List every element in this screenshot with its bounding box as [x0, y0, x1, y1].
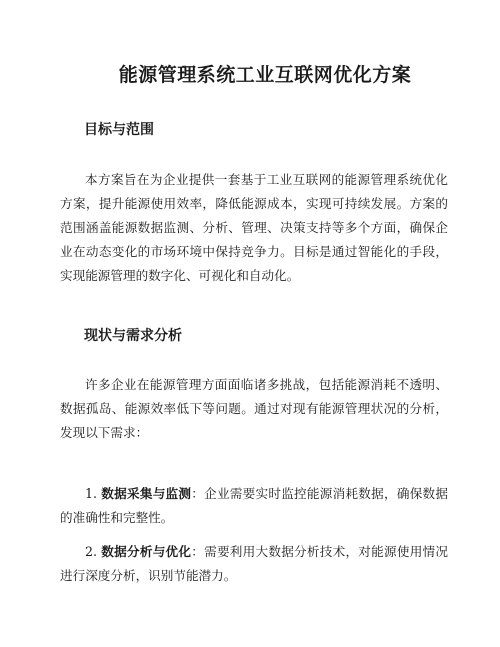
paragraph-analysis: 许多企业在能源管理方面面临诸多挑战，包括能源消耗不透明、数据孤岛、能源效率低下等问题。通过对现有能源管理状况的分析，发现以下需求：	[60, 377, 448, 440]
list-item-term: 数据采集与监测	[101, 486, 192, 501]
list-item-number: 2.	[85, 544, 98, 559]
document-title: 能源管理系统工业互联网优化方案	[118, 64, 412, 86]
list-item-term: 数据分析与优化	[101, 544, 192, 559]
list-item-text: ：企业需要实时监控能源消耗数据，确保数据的准确性和完整性。	[60, 486, 448, 525]
section-heading-analysis: 现状与需求分析	[84, 328, 182, 344]
paragraph-goals: 本方案旨在为企业提供一套基于工业互联网的能源管理系统优化方案，提升能源使用效率，降低能源成本，实现可持续发展。方案的范围涵盖能源数据监测、分析、管理、决策支持等多个方面，确保企业在动态变化的市场环境中保持竞争力。目标是通过智能化的手段，实现能源管理的数字化、可视化和自动化。	[60, 172, 448, 283]
list-item-number: 1.	[85, 486, 98, 501]
section-heading-goals: 目标与范围	[84, 122, 154, 138]
list-item-data-collection	[60, 482, 448, 530]
list-item-data-analysis	[60, 540, 448, 588]
list-item-text: ：需要利用大数据分析技术，对能源使用情况进行深度分析，识别节能潜力。	[60, 544, 448, 583]
